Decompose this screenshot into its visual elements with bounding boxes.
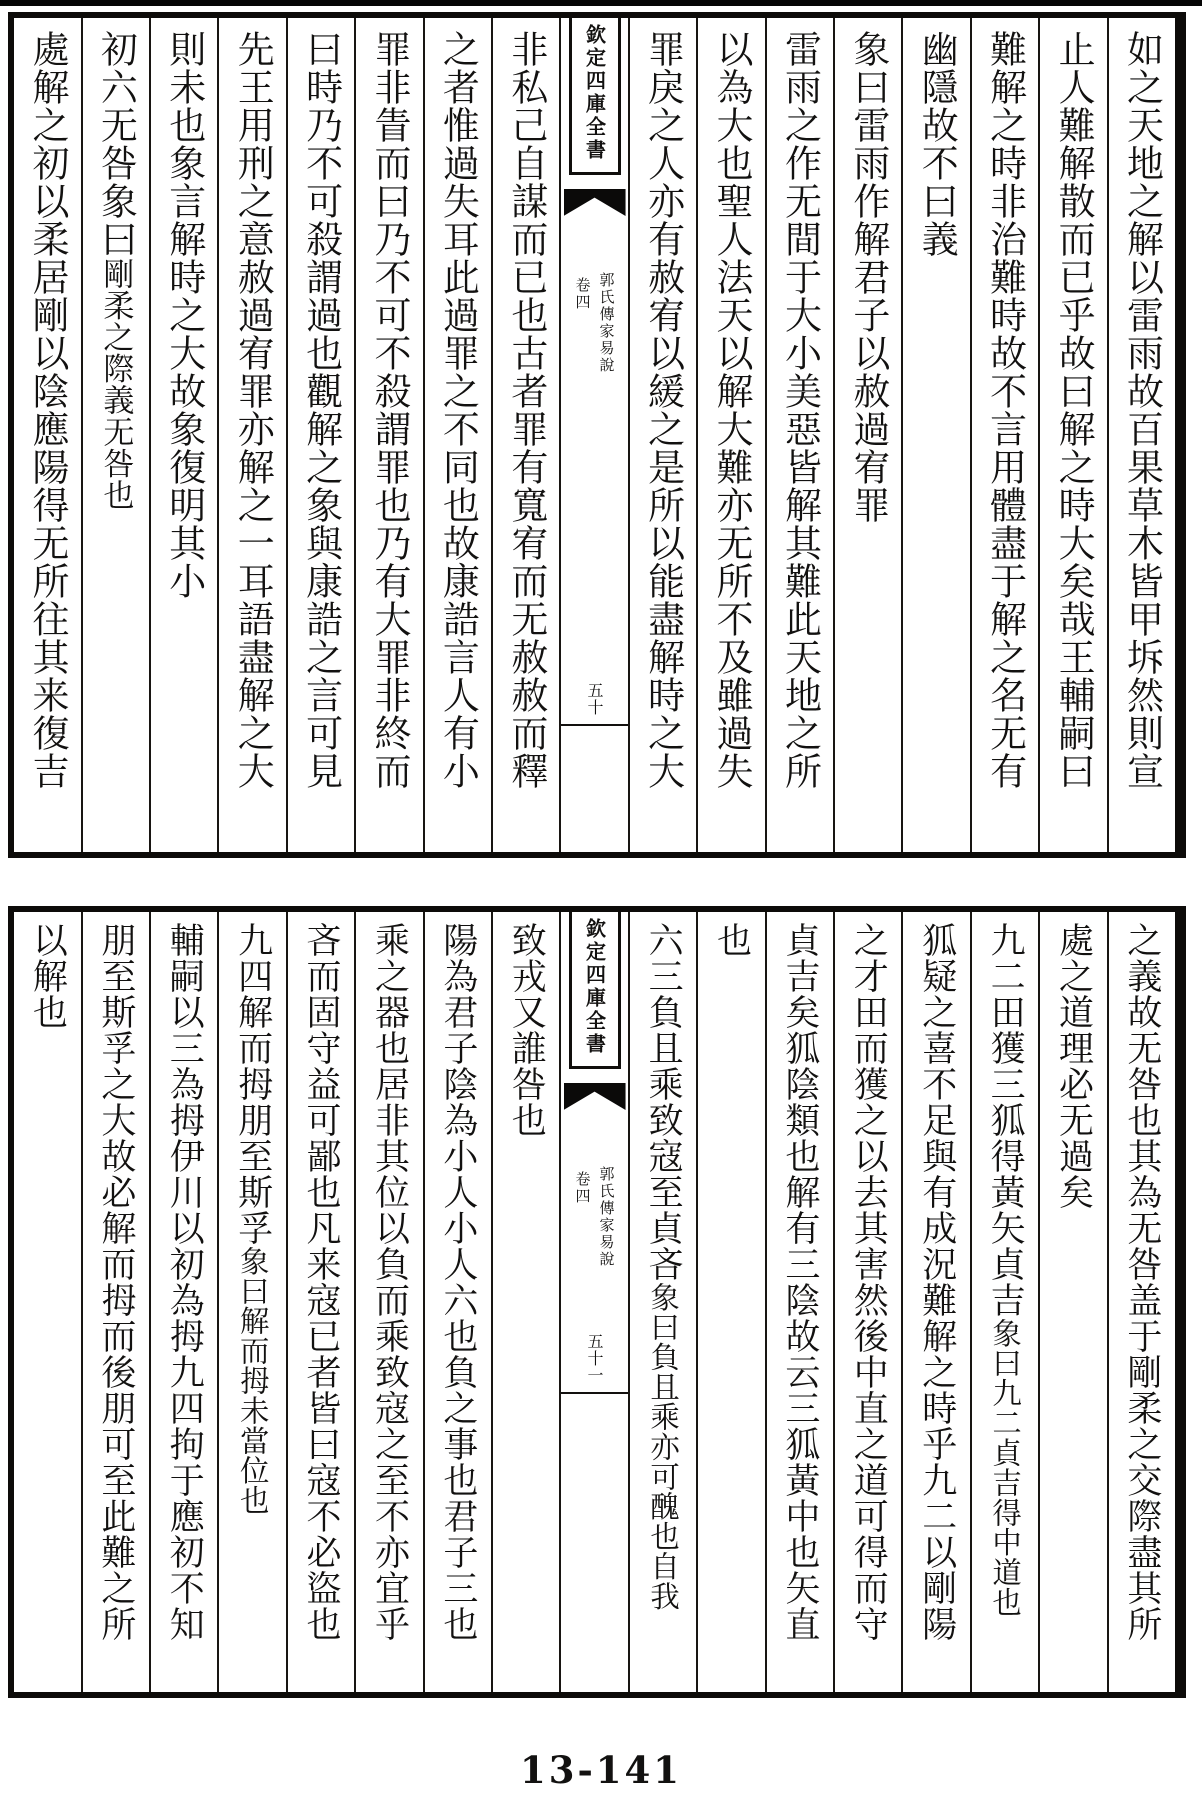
column-text <box>19 18 76 852</box>
column-text <box>634 18 691 852</box>
text-segment: 象曰解而拇未當位也 <box>235 1246 270 1516</box>
text-segment: 剛柔之際義无咎也 <box>97 258 134 511</box>
column-text <box>89 912 143 1692</box>
fishtail-ornament-icon <box>564 1083 626 1110</box>
text-segment: 象曰九二貞吉得中道也 <box>988 1318 1023 1617</box>
column-text <box>703 18 760 852</box>
text-segment: 九四解而拇朋至斯孚 <box>232 922 273 1246</box>
column-text <box>1045 18 1102 852</box>
column-text <box>841 912 895 1692</box>
text-segment: 之才田而獲之以去其害然後中直之道可得而守 <box>848 922 889 1642</box>
text-column <box>83 912 151 1692</box>
text-column <box>83 18 151 852</box>
column-text <box>294 912 348 1692</box>
banxin-spine-column <box>561 912 629 1692</box>
text-segment: 六三負且乘致寇至貞吝 <box>643 922 684 1282</box>
text-segment: 以解也 <box>27 922 68 1030</box>
text-column <box>151 18 219 852</box>
text-column <box>1109 18 1175 852</box>
text-column <box>356 912 424 1692</box>
juan-label: 卷四 <box>573 1171 592 1205</box>
text-column <box>698 18 766 852</box>
column-text <box>636 912 690 1692</box>
text-segment: 曰時乃不可殺謂過也觀解之象與康誥之言可見 <box>299 30 343 790</box>
column-text <box>497 18 554 852</box>
banxin-spine-column <box>561 18 629 852</box>
text-segment: 先王用刑之意赦過宥罪亦解之一耳語盡解之大 <box>231 30 275 790</box>
text-segment: 狐疑之喜不足與有成況難解之時乎九二以剛陽 <box>916 922 957 1642</box>
text-segment: 之義故无咎也其為无咎盖于剛柔之交際盡其所 <box>1121 922 1162 1642</box>
column-text <box>704 912 758 1692</box>
text-segment: 處解之初以柔居剛以陰應陽得无所往其来復吉 <box>25 30 69 790</box>
scan-edge-artifact <box>0 0 1202 6</box>
text-segment: 貞吉矣狐陰類也解有三陰故云三狐黃中也矢直 <box>779 922 820 1642</box>
text-segment: 以為大也聖人法天以解大難亦无所不及雖過失 <box>710 30 754 790</box>
text-column <box>356 18 424 852</box>
column-text <box>87 18 144 852</box>
text-column <box>972 18 1040 852</box>
column-text <box>361 18 418 852</box>
column-text <box>908 18 965 852</box>
column-text <box>771 18 828 852</box>
column-text <box>362 912 416 1692</box>
text-column <box>288 18 356 852</box>
leaf-number: 五十一 <box>585 1333 605 1384</box>
column-text <box>224 18 281 852</box>
text-block-upper <box>8 12 1186 858</box>
text-column <box>835 18 903 852</box>
column-text <box>155 18 212 852</box>
text-segment: 也 <box>711 922 752 958</box>
book-title: 郭氏傳家易說 <box>597 272 616 374</box>
leaf-number: 五十 <box>585 682 605 716</box>
text-segment: 陽為君子陰為小人小人六也負之事也君子三也 <box>437 922 478 1642</box>
text-column <box>698 912 766 1692</box>
text-column <box>493 912 561 1692</box>
text-column <box>14 912 82 1692</box>
text-column <box>767 912 835 1692</box>
column-text <box>909 912 963 1692</box>
column-text <box>157 912 211 1692</box>
text-segment: 雷雨之作无間于大小美惡皆解其難此天地之所 <box>778 30 822 790</box>
column-text <box>429 18 486 852</box>
text-column <box>1040 912 1108 1692</box>
column-text <box>431 912 485 1692</box>
text-column <box>630 912 698 1692</box>
text-segment: 之者惟過失耳此過罪之不同也故康誥言人有小 <box>436 30 480 790</box>
column-text <box>978 912 1032 1692</box>
text-segment: 非私己自謀而已也古者罪有寬宥而无赦赦而釋 <box>504 30 548 790</box>
spine-rule <box>561 1392 627 1394</box>
text-segment: 象曰雷雨作解君子以赦過宥罪 <box>846 30 890 524</box>
juan-label: 卷四 <box>573 277 592 311</box>
column-text <box>1115 912 1169 1692</box>
column-text <box>773 912 827 1692</box>
siku-catalog-title: 欽定四庫全書 <box>582 24 607 162</box>
text-column <box>219 912 287 1692</box>
text-segment: 輔嗣以三為拇伊川以初為拇九四拘于應初不知 <box>164 922 205 1642</box>
text-segment: 乘之器也居非其位以負而乘致寇之至不亦宜乎 <box>369 922 410 1642</box>
text-column <box>425 912 493 1692</box>
book-and-juan-labels <box>574 272 616 374</box>
text-segment: 罪戾之人亦有赦宥以緩之是所以能盡解時之大 <box>641 30 685 790</box>
column-text <box>20 912 74 1692</box>
catalog-title-box <box>569 912 621 1069</box>
text-column <box>1109 912 1175 1692</box>
text-segment: 朋至斯孚之大故必解而拇而後朋可至此難之所 <box>95 922 136 1642</box>
column-text <box>1113 18 1170 852</box>
text-column <box>903 18 971 852</box>
text-segment: 幽隱故不曰義 <box>915 30 959 258</box>
text-column <box>1040 18 1108 852</box>
column-text <box>225 912 279 1692</box>
text-column <box>835 912 903 1692</box>
text-segment: 難解之時非治難時故不言用體盡于解之名无有 <box>983 30 1027 790</box>
fishtail-ornament-icon <box>564 189 626 216</box>
column-text <box>1046 912 1100 1692</box>
text-column <box>219 18 287 852</box>
text-segment: 罪非眚而曰乃不可不殺謂罪也乃有大罪非終而 <box>368 30 411 790</box>
text-segment: 止人難解散而已乎故曰解之時大矣哉王輔嗣曰 <box>1052 30 1096 790</box>
text-column <box>14 18 82 852</box>
text-column <box>288 912 356 1692</box>
column-text <box>292 18 349 852</box>
spine-rule <box>561 724 627 726</box>
page-number: 13-141 <box>519 1748 683 1792</box>
text-segment: 象曰負且乘亦可醜也自我 <box>646 1282 681 1611</box>
text-column <box>630 18 698 852</box>
text-segment: 如之天地之解以雷雨故百果草木皆甲坼然則宣 <box>1120 30 1164 790</box>
siku-catalog-title: 欽定四庫全書 <box>582 918 607 1056</box>
text-segment: 處之道理必无過矣 <box>1053 922 1094 1210</box>
text-segment: 致戎又誰咎也 <box>506 922 547 1138</box>
text-block-lower <box>8 906 1186 1698</box>
text-segment: 初六无咎象曰 <box>94 30 138 258</box>
book-title: 郭氏傳家易說 <box>597 1166 616 1268</box>
text-segment: 則未也象言解時之大故象復明其小 <box>162 30 206 600</box>
text-column <box>425 18 493 852</box>
text-column <box>151 912 219 1692</box>
book-and-juan-labels <box>574 1166 616 1268</box>
text-column <box>493 18 561 852</box>
text-column <box>903 912 971 1692</box>
text-segment: 吝而固守益可鄙也凡来寇已者皆曰寇不必盜也 <box>301 922 342 1642</box>
column-text <box>499 912 553 1692</box>
text-column <box>972 912 1040 1692</box>
catalog-title-box <box>569 18 621 175</box>
column-text <box>976 18 1033 852</box>
text-segment: 九二田獲三狐得黃矢貞吉 <box>985 922 1026 1318</box>
text-column <box>767 18 835 852</box>
column-text <box>840 18 897 852</box>
